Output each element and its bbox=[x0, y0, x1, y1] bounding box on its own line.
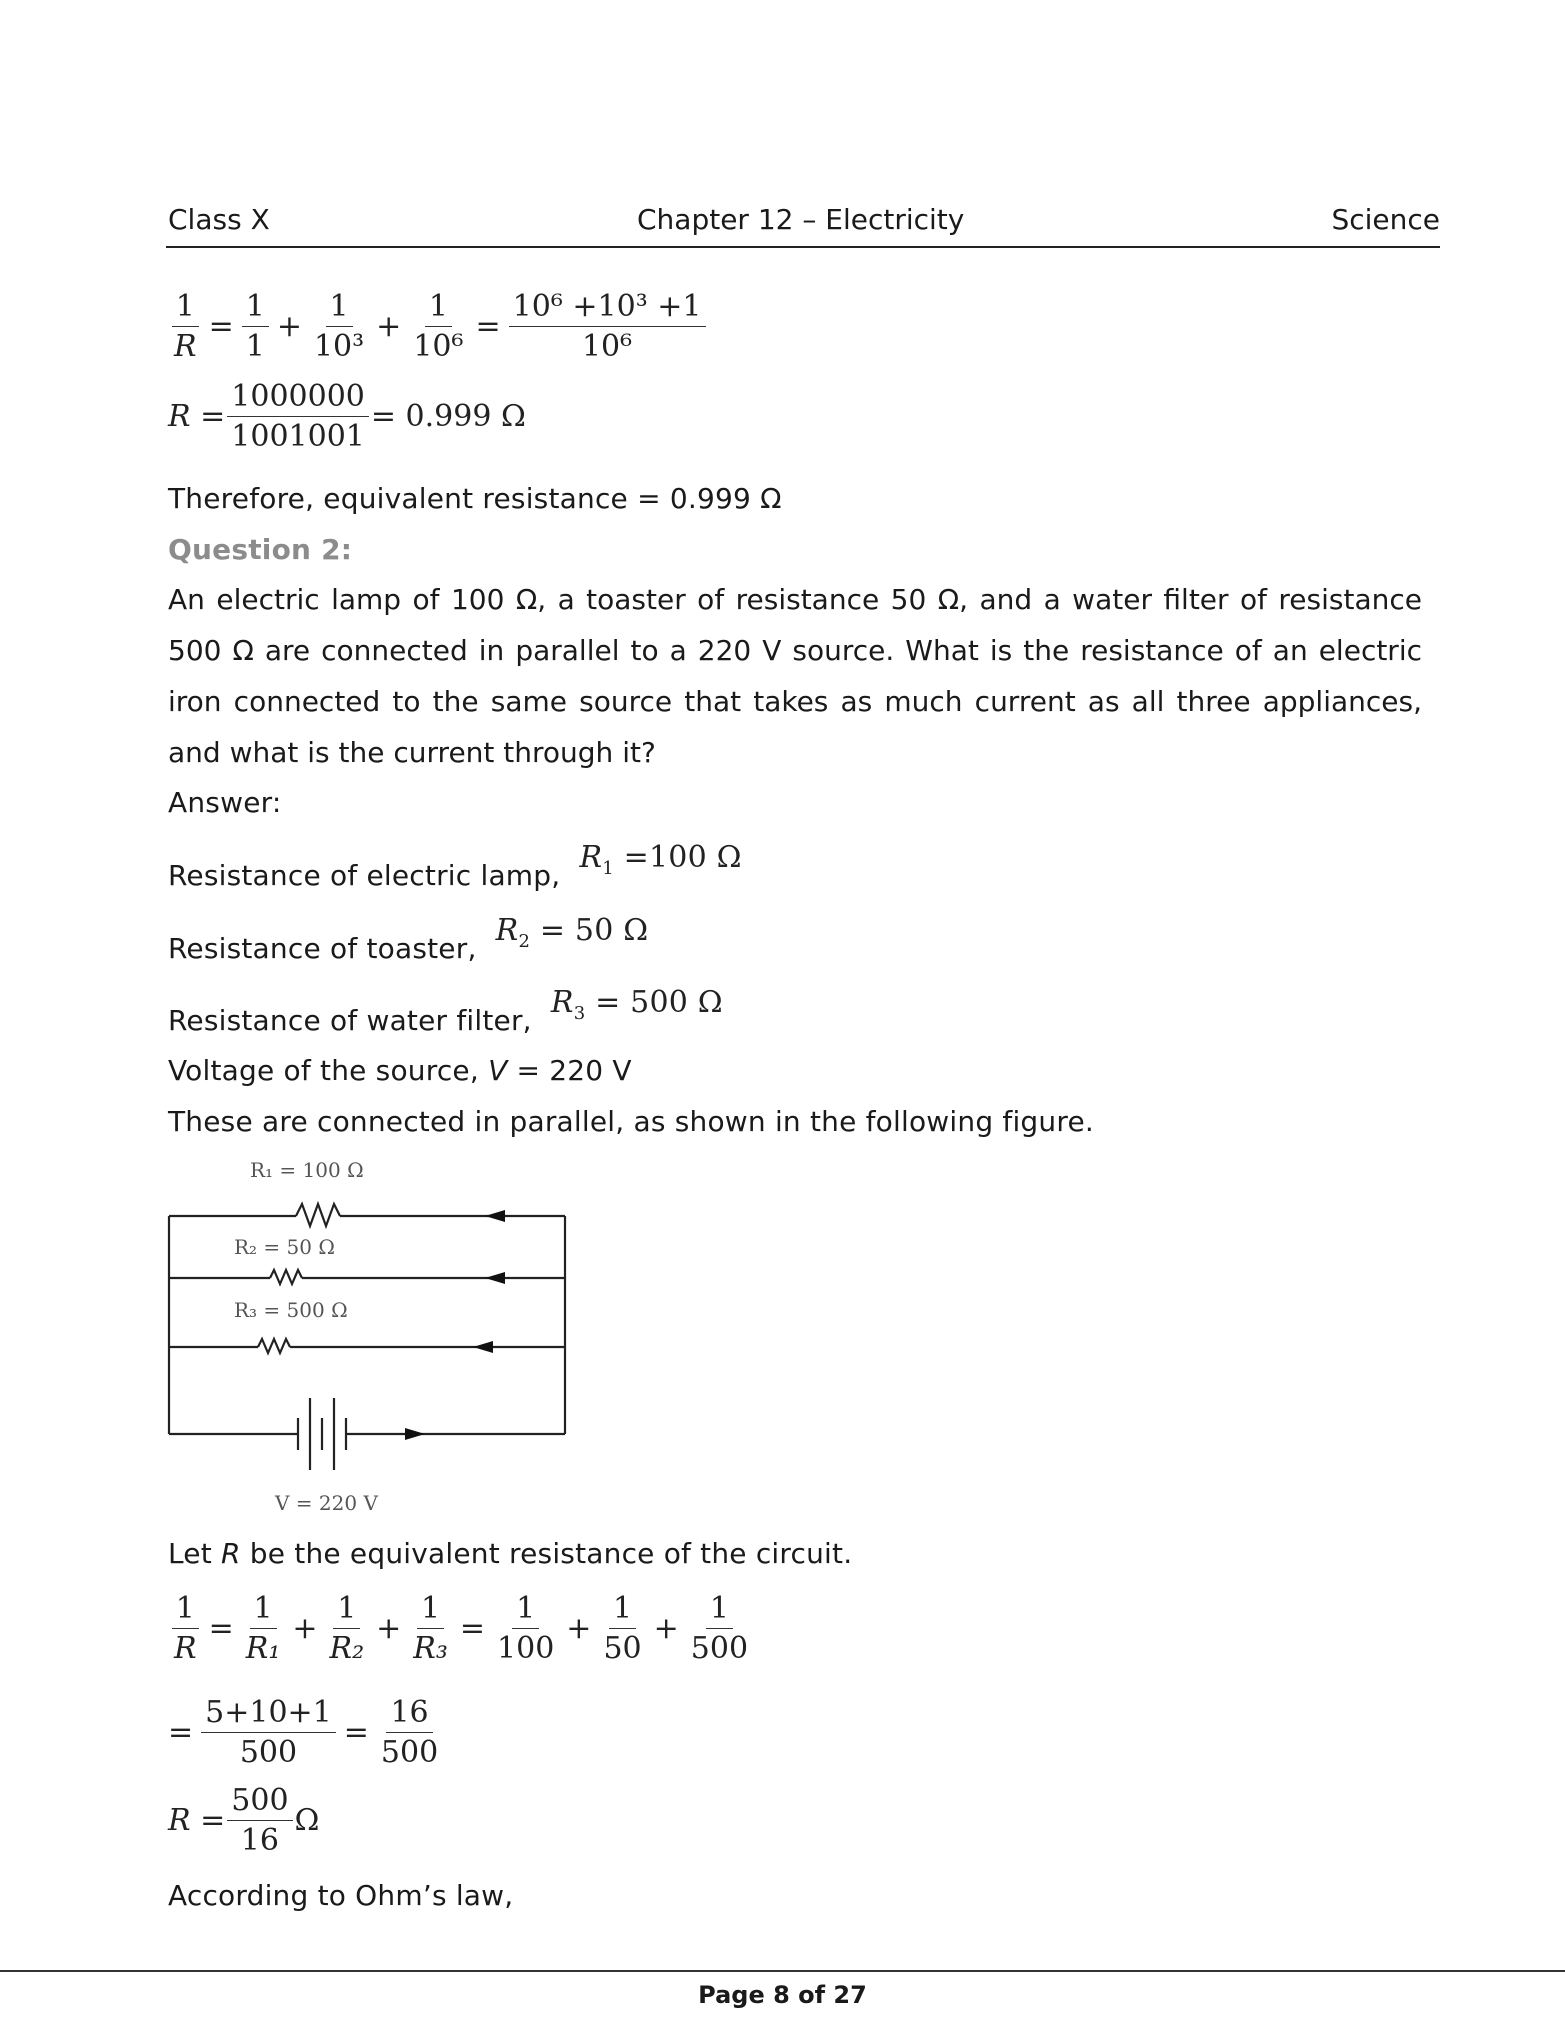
resistor-r1 bbox=[296, 1204, 340, 1226]
resistance-filter-value: = 500 Ω bbox=[595, 985, 723, 1020]
ohm-line: According to Ohm’s law, bbox=[168, 1879, 514, 1912]
eq2-num: 1000000 bbox=[227, 380, 369, 417]
question-text: An electric lamp of 100 Ω, a toaster of resistance 50 Ω, and a water filter of resistance 500 Ω are connected in parallel to a 220 V source. What is the resistance of an electric iron connected to the same source that takes as much current as all three appliances, and what is the current through it? bbox=[168, 583, 1422, 769]
resistance-toaster bbox=[168, 913, 649, 970]
eq3-lhs-num: 1 bbox=[172, 1592, 199, 1629]
let-r-symbol: R bbox=[221, 1537, 241, 1570]
answer-label: Answer: bbox=[168, 786, 282, 819]
equation-combined: = $\frac{5+10+1}{500}$ = $\frac{16}{500}$ bbox=[168, 1696, 444, 1769]
header-chapter: Chapter 12 – Electricity bbox=[637, 203, 965, 236]
arrow-r1 bbox=[485, 1210, 505, 1222]
eq4-den1: 500 bbox=[239, 1735, 298, 1770]
eq3-d-num: 1 bbox=[512, 1592, 539, 1629]
page-number: Page 8 of 27 bbox=[698, 1981, 867, 2009]
equation-reciprocal-sum: $\frac{1}{R}$ = $\frac{1}{1}$ + $\frac{1}{\text{10³}}$ + $\frac{1}{\text{10⁶}}$ = $\frac{\text{10⁶ +10³ +1}}{\text{10⁶}}$ bbox=[168, 290, 708, 363]
resistance-lamp-label: Resistance of electric lamp, bbox=[168, 859, 561, 892]
eq1-t3-den: 10⁶ bbox=[413, 329, 464, 364]
resistance-lamp-sub: 1 bbox=[602, 858, 614, 879]
arrow-r3 bbox=[473, 1341, 493, 1353]
resistance-filter-sub: 3 bbox=[573, 1003, 586, 1024]
eq2-lhs: R = bbox=[168, 399, 226, 434]
header-class: Class X bbox=[168, 203, 270, 236]
eq3-f-num: 1 bbox=[706, 1592, 733, 1629]
eq5-den: 16 bbox=[240, 1823, 279, 1858]
label-voltage: V = 220 V bbox=[275, 1491, 378, 1515]
eq3-a-den: R₁ bbox=[245, 1631, 281, 1666]
resistance-lamp-symbol: R bbox=[579, 840, 603, 875]
eq3-b-den: R₂ bbox=[329, 1631, 365, 1666]
eq3-f-den: 500 bbox=[690, 1631, 749, 1666]
header-rule bbox=[166, 246, 1440, 248]
eq1-t2-den: 10³ bbox=[313, 329, 365, 364]
resistance-filter-symbol: R bbox=[550, 985, 574, 1020]
eq4-den2: 500 bbox=[380, 1735, 439, 1770]
eq5-num: 500 bbox=[227, 1784, 292, 1821]
resistance-toaster-label: Resistance of toaster, bbox=[168, 932, 477, 965]
eq3-e-num: 1 bbox=[609, 1592, 636, 1629]
question-label: Question 2: bbox=[168, 533, 353, 566]
voltage-line bbox=[168, 1054, 632, 1087]
eq1-lhs-den: R bbox=[174, 329, 197, 364]
equation-parallel-sum: $\frac{1}{R}$ = $\frac{1}{\text{R₁}}$ + $\frac{1}{\text{R₂}}$ + $\frac{1}{\text{R₃}}$ = $\frac{1}{100}$ + $\frac{1}{50}$ + $\frac{1}{500}$ bbox=[168, 1592, 754, 1665]
eq1-t3-num: 1 bbox=[425, 290, 452, 327]
let-r-line bbox=[168, 1537, 852, 1570]
footer-rule bbox=[0, 1970, 1565, 1972]
let-r-suffix: be the equivalent resistance of the circuit. bbox=[240, 1537, 853, 1570]
header-subject: Science bbox=[1331, 203, 1440, 236]
voltage-suffix: = 220 V bbox=[507, 1054, 632, 1087]
voltage-symbol: V bbox=[488, 1054, 508, 1087]
eq3-a-num: 1 bbox=[250, 1592, 277, 1629]
eq5-lhs: R = bbox=[168, 1803, 226, 1838]
eq3-e-den: 50 bbox=[603, 1631, 642, 1666]
equation-r-value bbox=[168, 380, 526, 453]
eq3-c-num: 1 bbox=[417, 1592, 444, 1629]
eq2-rhs: = 0.999 Ω bbox=[370, 399, 526, 434]
let-r-prefix: Let bbox=[168, 1537, 222, 1570]
resistance-toaster-sub: 2 bbox=[518, 931, 531, 952]
eq1-t1-num: 1 bbox=[242, 290, 269, 327]
arrow-battery bbox=[405, 1428, 425, 1440]
resistance-toaster-symbol: R bbox=[495, 913, 519, 948]
label-r3: R₃ = 500 Ω bbox=[234, 1298, 348, 1322]
voltage-prefix: Voltage of the source, bbox=[168, 1054, 489, 1087]
arrow-r2 bbox=[485, 1272, 505, 1284]
circuit-diagram bbox=[150, 1140, 590, 1530]
resistance-filter bbox=[168, 985, 723, 1042]
therefore-line: Therefore, equivalent resistance = 0.999 Ω bbox=[168, 482, 782, 515]
label-r2: R₂ = 50 Ω bbox=[234, 1235, 335, 1259]
resistor-r3 bbox=[258, 1339, 290, 1353]
eq1-rhs-num: 10⁶ +10³ +1 bbox=[509, 290, 706, 327]
resistance-lamp bbox=[168, 840, 742, 897]
parallel-note: These are connected in parallel, as shown in the following figure. bbox=[168, 1105, 1094, 1138]
eq3-c-den: R₃ bbox=[413, 1631, 448, 1666]
eq2-den: 1001001 bbox=[231, 419, 365, 454]
eq1-t2-num: 1 bbox=[326, 290, 353, 327]
eq3-lhs-den: R bbox=[174, 1631, 197, 1666]
eq3-b-num: 1 bbox=[333, 1592, 360, 1629]
label-r1: R₁ = 100 Ω bbox=[250, 1158, 364, 1182]
resistance-lamp-value: =100 Ω bbox=[623, 840, 742, 875]
eq4-num1: 5+10+1 bbox=[201, 1696, 336, 1733]
eq4-num2: 16 bbox=[386, 1696, 432, 1733]
eq5-unit: Ω bbox=[294, 1803, 320, 1838]
eq1-t1-den: 1 bbox=[245, 329, 265, 364]
equation-r-result bbox=[168, 1784, 319, 1857]
eq1-rhs-den: 10⁶ bbox=[581, 329, 633, 364]
eq1-lhs-num: 1 bbox=[172, 290, 199, 327]
eq3-d-den: 100 bbox=[497, 1631, 555, 1666]
resistor-r2 bbox=[270, 1270, 302, 1284]
resistance-toaster-value: = 50 Ω bbox=[539, 913, 649, 948]
resistance-filter-label: Resistance of water filter, bbox=[168, 1004, 532, 1037]
